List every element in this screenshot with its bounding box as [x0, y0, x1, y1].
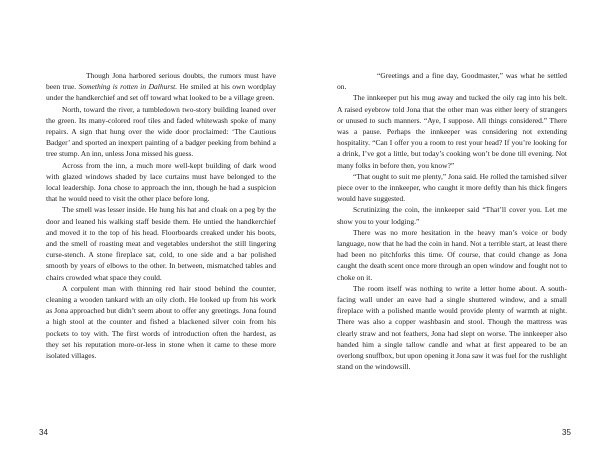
- paragraph: A corpulent man with thinning red hair stood behind the counter, cleaning a wooden tankard with an oily cloth. He looked up from his work as Jona approached but didn’t seem about to offer any greetings. Jona found a high stool at the counter and fished a blackened silver coin from his pockets to toy with. The first words of introduction often the hardest, as they set his reputation more-or-less in stone when it came to these more isolated villages.: [46, 283, 276, 361]
- paragraph: The innkeeper put his mug away and tucked the oily rag into his belt. A raised eyebrow told Jona that the other man was either leery of strangers or unused to such manners. “Aye, I suppose. All things considered.” There was a pause. Perhaps the innkeeper was considering not extending hospitality. “Can I offer you a room to rest your head? If you’re looking for a drink, I’ve got a little, but today’s cooking won’t be done till evening. Not many folks in before then, you know?”: [337, 93, 567, 170]
- paragraph: “That ought to suit me plenty,” Jona said. He rolled the tarnished silver piece over to the innkeeper, who caught it more deftly than his thick fingers would have suggested.: [337, 171, 567, 204]
- page-number: 35: [562, 428, 571, 437]
- left-page-text: [46, 70, 276, 361]
- right-page-text: [337, 70, 567, 372]
- italic-phrase: Something is rotten in Dalhurst.: [78, 82, 178, 92]
- right-page: [300, 0, 600, 463]
- paragraph: The room itself was nothing to write a letter home about. A south-facing wall under an eave had a single shuttered window, and a small fireplace with a polished mantle would provide plenty of warmth at night. There was also a copper washbasin and stool. Though the mattress was clearly straw and not feathers, Jona had slept on worse. The innkeeper also handed him a single tallow candle and what at first appeared to be an overlong snuffbox, but upon opening it Jona saw it was fuel for the rushlight stand on the windowsill.: [337, 283, 567, 372]
- paragraph: “Greetings and a fine day, Goodmaster,” was what he settled on.: [337, 71, 567, 92]
- paragraph: North, toward the river, a tumbledown two-story building leaned over the green. Its many-colored roof tiles and faded whitewash spoke of many repairs. A sign that hung over the wide door proclaimed: ‘The Cautious Badger’ and sported an inexpert painting of a badger peeking from behind a tree stump. An inn, unless Jona missed his guess.: [46, 104, 276, 159]
- paragraph: The smell was lesser inside. He hung his hat and cloak on a peg by the door and leaned his walking staff beside them. He untied the handkerchief and moved it to the top of his head. Floorboards creaked under his boots, and the smell of roasting meat and vegetables undershot the still lingering curse-stench. A stone fireplace sat, cold, to one side and a bar polished smooth by years of elbows to the other. In between, mismatched tables and chairs crowded what space they could.: [46, 205, 276, 282]
- paragraph: Across from the inn, a much more well-kept building of dark wood with glazed windows shaded by lace curtains must have belonged to the local leadership. Jona chose to approach the inn, though he had a suspicion that he would need to visit the other place before long.: [46, 160, 276, 204]
- paragraph: There was no more hesitation in the heavy man’s voice or body language, now that he had the coin in hand. Not a terrible start, at least there had been no pitchforks this time. Of course, that could change as Jona caught the death scent once more through an open window and fought not to choke on it.: [337, 227, 567, 282]
- paragraph: Though Jona harbored serious doubts, the rumors must have been true. Something is rotten in Dalhurst. He smiled at his own wordplay under the handkerchief and set off toward what looked to be a village green.: [46, 71, 276, 103]
- paragraph: Scrutinizing the coin, the innkeeper said “That’ll cover you. Let me show you to your lodging.”: [337, 205, 567, 226]
- page-number: 34: [39, 428, 48, 437]
